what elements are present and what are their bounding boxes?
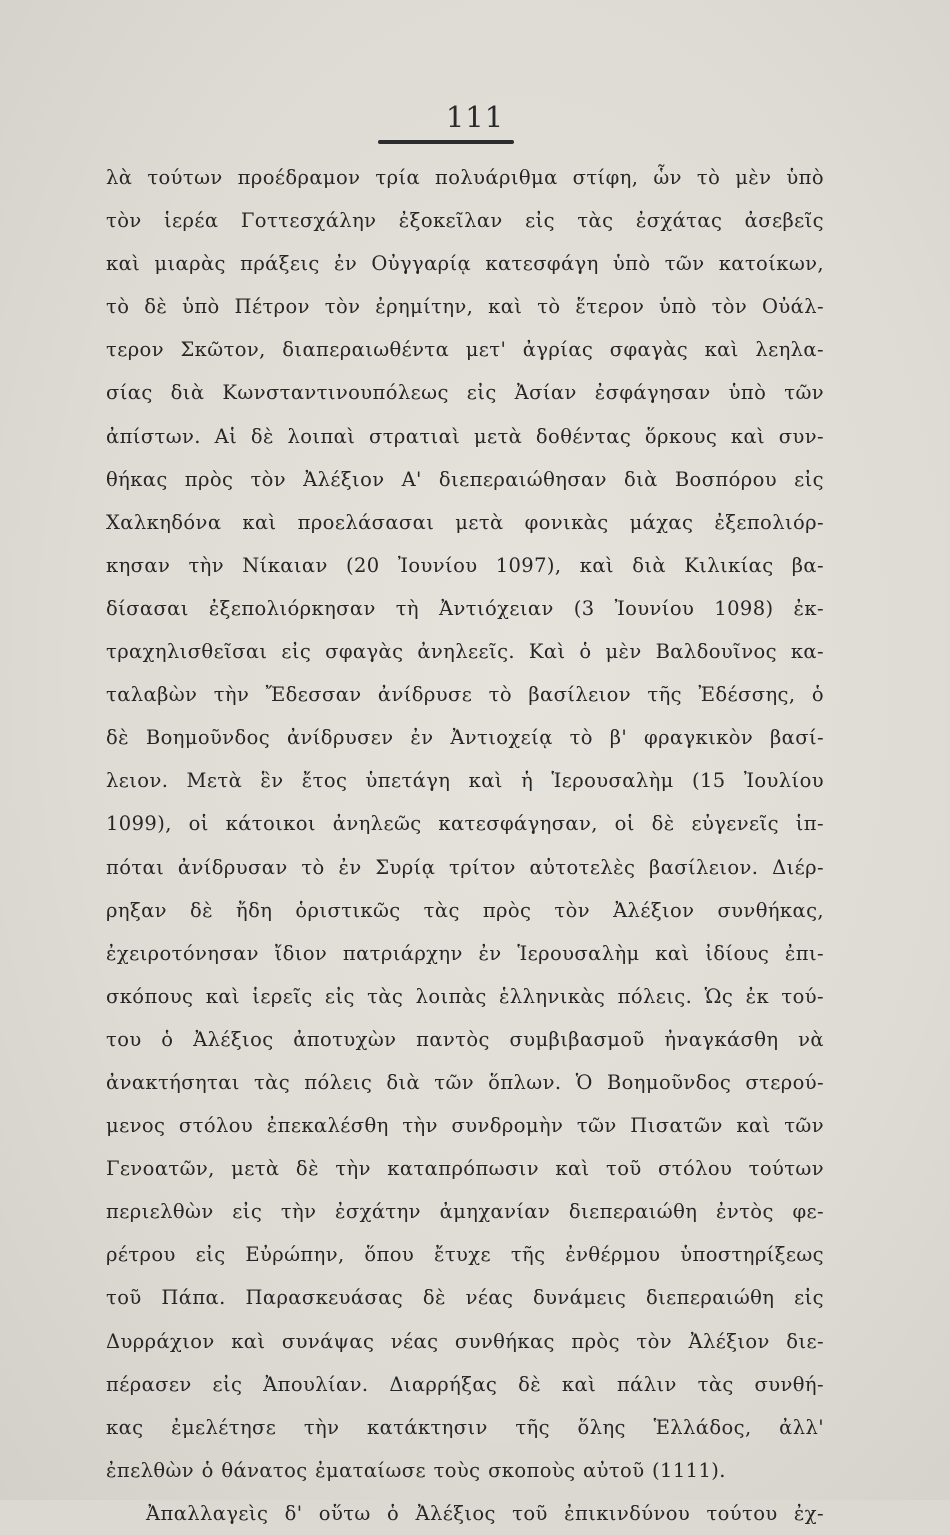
text-line: μενος στόλου ἐπεκαλέσθη τὴν συνδρομὴν τῶν Πισατῶν καὶ τῶν [106, 1114, 824, 1138]
text-line: πόται ἀνίδρυσαν τὸ ἐν Συρίᾳ τρίτον αὐτοτελὲς βασίλειον. Διέρ- [106, 855, 824, 879]
text-line: δὲ Βοημοῦνδος ἀνίδρυσεν ἐν Ἀντιοχείᾳ τὸ β' φραγκικὸν βασί- [106, 726, 824, 750]
text-line: ρηξαν δὲ ἤδη ὁριστικῶς τὰς πρὸς τὸν Ἀλέξιον συνθήκας, [106, 898, 824, 922]
text-line: 1099), οἱ κάτοικοι ἀνηλεῶς κατεσφάγησαν, οἱ δὲ εὐγενεῖς ἱπ- [106, 812, 824, 836]
text-line: λειον. Μετὰ ἓν ἔτος ὑπετάγη καὶ ἡ Ἱερουσαλὴμ (15 Ἰουλίου [106, 769, 824, 793]
text-line: του ὁ Ἀλέξιος ἀποτυχὼν παντὸς συμβιβασμοῦ ἠναγκάσθη νὰ [106, 1027, 824, 1051]
text-line: Δυρράχιον καὶ συνάψας νέας συνθήκας πρὸς τὸν Ἀλέξιον διε- [106, 1329, 824, 1353]
page-number: 111 [445, 100, 505, 134]
text-line: ἀνακτήσηται τὰς πόλεις διὰ τῶν ὅπλων. Ὁ Βοημοῦνδος στερού- [106, 1070, 824, 1094]
text-line: ταλαβὼν τὴν Ἔδεσσαν ἀνίδρυσε τὸ βασίλειον τῆς Ἐδέσσης, ὁ [106, 683, 824, 707]
text-line: Γενοατῶν, μετὰ δὲ τὴν καταπρόπωσιν καὶ τοῦ στόλου τούτων [106, 1157, 824, 1181]
text-line: τὸν ἱερέα Γοττεσχάλην ἐξοκεῖλαν εἰς τὰς ἐσχάτας ἀσεβεῖς [106, 209, 824, 233]
text-line: τοῦ Πάπα. Παρασκευάσας δὲ νέας δυνάμεις διεπεραιώθη εἰς [106, 1286, 824, 1310]
text-line: κησαν τὴν Νίκαιαν (20 Ἰουνίου 1097), καὶ διὰ Κιλικίας βα- [106, 553, 824, 577]
body-text [106, 156, 824, 1535]
text-line: Ἀπαλλαγεὶς δ' οὕτω ὁ Ἀλέξιος τοῦ ἐπικινδύνου τούτου ἐχ- [146, 1501, 824, 1525]
text-line: λὰ τούτων προέδραμον τρία πολυάριθμα στίφη, ὧν τὸ μὲν ὑπὸ [106, 166, 824, 189]
text-line: τραχηλισθεῖσαι εἰς σφαγὰς ἀνηλεεῖς. Καὶ ὁ μὲν Βαλδουῖνος κα- [106, 640, 824, 664]
text-line: καὶ μιαρὰς πράξεις ἐν Οὐγγαρίᾳ κατεσφάγη ὑπὸ τῶν κατοίκων, [106, 252, 824, 276]
text-line: σκόπους καὶ ἱερεῖς εἰς τὰς λοιπὰς ἑλληνικὰς πόλεις. Ὡς ἐκ τού- [106, 984, 824, 1008]
text-line: ἀπίστων. Αἱ δὲ λοιπαὶ στρατιαὶ μετὰ δοθέντας ὅρκους καὶ συν- [106, 424, 824, 448]
text-line: περιελθὼν εἰς τὴν ἐσχάτην ἀμηχανίαν διεπεραιώθη ἐντὸς φε- [106, 1200, 824, 1224]
text-line: τερον Σκῶτον, διαπεραιωθέντα μετ' ἀγρίας σφαγὰς καὶ λεηλα- [106, 338, 824, 362]
text-line: τὸ δὲ ὑπὸ Πέτρον τὸν ἐρημίτην, καὶ τὸ ἕτερον ὑπὸ τὸν Οὐάλ- [106, 295, 824, 319]
text-line: δίσασαι ἐξεπολιόρκησαν τὴ Ἀντιόχειαν (3 Ἰουνίου 1098) ἐκ- [106, 596, 824, 620]
text-line: ἐπελθὼν ὁ θάνατος ἐματαίωσε τοὺς σκοποὺς αὐτοῦ (1111). [106, 1458, 726, 1482]
text-line: σίας διὰ Κωνσταντινουπόλεως εἰς Ἀσίαν ἐσφάγησαν ὑπὸ τῶν [106, 381, 824, 405]
text-line: Χαλκηδόνα καὶ προελάσασαι μετὰ φονικὰς μάχας ἐξεπολιόρ- [106, 510, 824, 534]
text-line: πέρασεν εἰς Ἀπουλίαν. Διαρρήξας δὲ καὶ πάλιν τὰς συνθή- [106, 1372, 824, 1396]
text-line: θήκας πρὸς τὸν Ἀλέξιον Α' διεπεραιώθησαν διὰ Βοσπόρου εἰς [106, 467, 824, 491]
text-line: ἐχειροτόνησαν ἴδιον πατριάρχην ἐν Ἱερουσαλὴμ καὶ ἰδίους ἐπι- [106, 941, 824, 965]
header-rule [378, 140, 514, 144]
text-line: κας ἐμελέτησε τὴν κατάκτησιν τῆς ὅλης Ἑλλάδος, ἀλλ' [106, 1415, 824, 1439]
text-line: ρέτρου εἰς Εὐρώπην, ὅπου ἔτυχε τῆς ἐνθέρμου ὑποστηρίξεως [106, 1243, 824, 1267]
